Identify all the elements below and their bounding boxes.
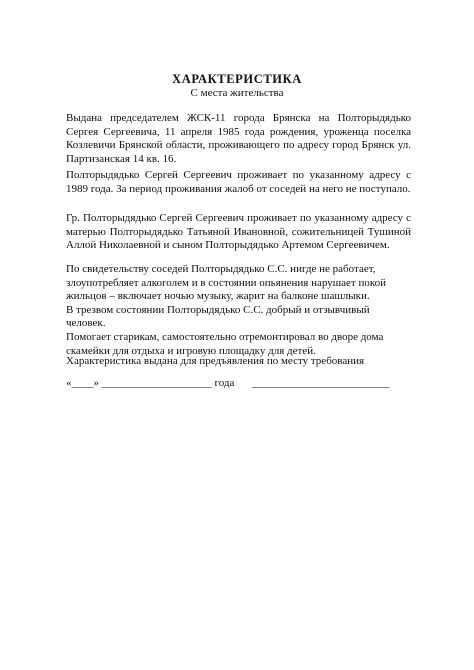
signature-row <box>66 377 411 393</box>
document-subtitle: С места жительства <box>190 87 284 99</box>
paragraph-household: Гр. Полторыдядько Сергей Сергеевич проживает по указанному адресу с матерью Полторыдядько Татьяной Ивановной, сожительницей Тушиной Аллой Николаевной и сыном Полторыдядько Артемом Сергеевичем. <box>66 212 411 252</box>
paragraph-neighbors-testimony: По свидетельству соседей Полторыдядько С.С. нигде не работает, злоупотребляет алкоголем и в состоянии опьянения нарушает покой жильцов – включает ночью музыку, жарит на балконе шашлыки. В трезвом состоянии Полторыдядько С.С. добрый и отзывчивый человек. Помогает старикам, самостоятельно отремонтировал во дворе дома скамейки для отдыха и игровую площадку для детей. <box>66 263 387 357</box>
paragraph-residence-period: Полторыдядько Сергей Сергеевич проживает по указанному адресу с 1989 года. За период проживания жалоб от соседей на него не поступало. <box>66 169 411 195</box>
paragraph-issued-by: Выдана председателем ЖСК-11 города Брянска на Полторыдядько Сергея Сергеевича, 11 апреля 1985 года рождения, уроженца поселка Козлевичи Брянской области, проживающего по адресу город Брянск ул. Партизанская 14 кв. 16. <box>66 112 411 165</box>
document-title: ХАРАКТЕРИСТИКА <box>172 72 302 86</box>
date-line: «____» ____________________ года <box>66 377 235 389</box>
paragraph-purpose: Характеристика выдана для предъявления по месту требования <box>66 355 365 367</box>
signature-line: _________________________ <box>252 377 390 389</box>
